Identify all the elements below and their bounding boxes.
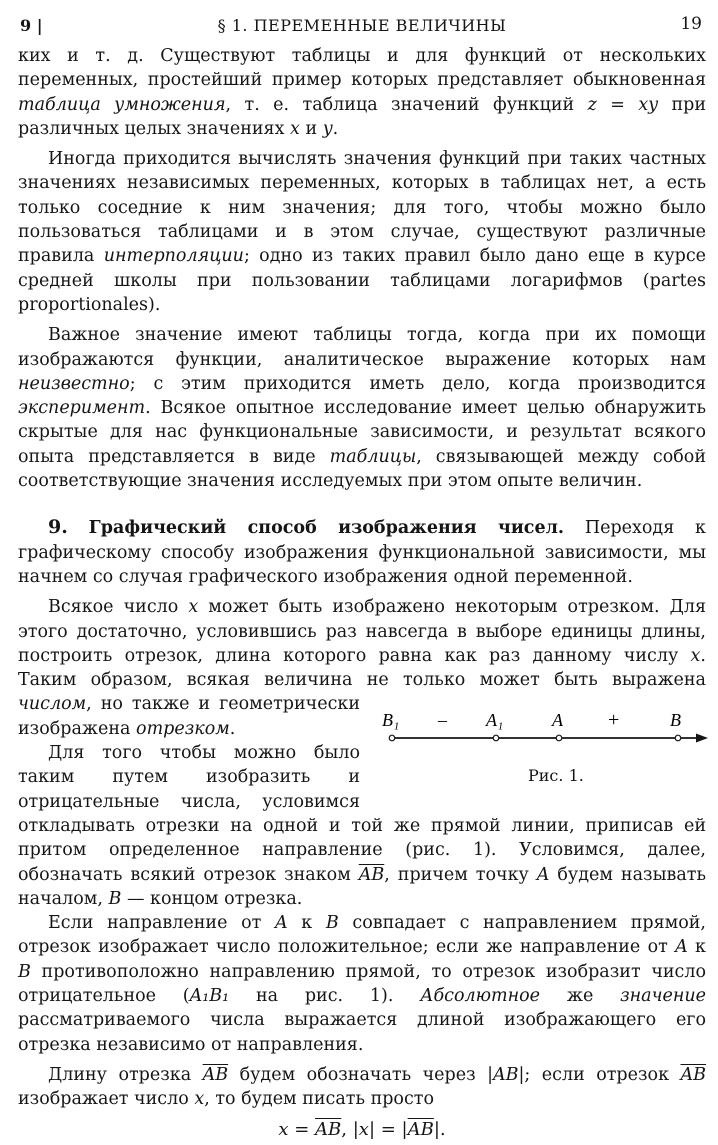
segment-ab-notation: $\overline{AB}$	[358, 864, 385, 885]
paragraph-number-as-segment: Всякое число x может быть изображено некоторым отрезком. Для этого достаточно, условившись раз навсегда в выборе единицы длины, построить отрезок, длина которого равна как раз данному числу x. Таким образом, всякая величина не только может быть выражена B₁ – A₁ A + B Рис. 1. числом, но также и геометрически изображена отрезком.	[18, 595, 706, 741]
figure-caption: Рис. 1.	[528, 766, 584, 786]
section-number: 9.	[48, 516, 68, 539]
label-b: B	[670, 710, 681, 731]
number-line-diagram	[370, 698, 710, 758]
label-a1: A₁	[486, 710, 504, 731]
label-minus: –	[438, 710, 447, 731]
point-b	[675, 736, 681, 742]
point-a	[556, 736, 562, 742]
paragraph-direction-sign: Если направление от A к B совпадает с направлением прямой, отрезок изображает число положительное; если же направление от A к B противоположно направлению прямой, то отрезок изобразит число отрицательное (A₁B₁ на рис. 1). Абсолютное же значение рассматриваемого числа выражается длиной изображающего его отрезка независимо от направления.	[18, 913, 706, 1055]
label-a: A	[552, 710, 563, 731]
running-header	[18, 8, 706, 44]
book-page	[18, 8, 707, 1141]
figure-1	[370, 698, 710, 794]
paragraph-interpolation: Иногда приходится вычислять значения функций при таких частных значениях независимых переменных, которых в таблицах нет, а есть только соседние к ним значения; для того, чтобы можно было пользоваться таблицами и в этом случае, существуют различные правила интерполяции; одно из таких правил было дано еще в курсе средней школы при пользовании таблицами логарифмов (partes proportionales).	[18, 149, 706, 315]
chapter-title-header: § 1. ПЕРЕМЕННЫЕ ВЕЛИЧИНЫ	[217, 16, 507, 35]
paragraph-tables-multivariable: ких и т. д. Существуют таблицы и для функций от нескольких переменных, простейший пример которых представляет обыкновенная таблица умножения, т. е. таблица значений функций z = xy при различных целых значениях x и y.	[18, 46, 707, 139]
paragraph-negative-numbers: Для того чтобы можно было таким путем изобразить и отрицательные числа, условимся откладывать отрезки на одной и той же прямой линии, приписав ей притом определенное направление (рис. 1). Условимся, далее, обозначать всякий отрезок знаком $\overline{AB}$, причем точку A будем называть началом, B — концом отрезка.	[18, 743, 706, 909]
label-b1: B₁	[382, 710, 400, 731]
section-title: Графический способ изображения чисел.	[88, 518, 565, 539]
display-formula: $x = \overline{AB}$, $|x| = |\overline{AB}|$.	[278, 1119, 446, 1141]
paragraph-segment-length: Длину отрезка $\overline{AB}$ будем обозначать через |AB|; если отрезок $\overline{AB}$ изображает число x, то будем писать просто	[18, 1064, 706, 1110]
point-b1	[389, 736, 395, 742]
page-number: 19	[680, 14, 702, 34]
label-plus: +	[608, 709, 620, 732]
direction-arrowhead	[696, 734, 708, 743]
paragraph-experiment: Важное значение имеют таблицы тогда, когда при их помощи изображаются функции, аналитическое выражение которых нам неизвестно; с этим приходится иметь дело, когда производится эксперимент. Всякое опытное исследование имеет целью обнаружить скрытые для нас функциональные зависимости, и результат всякого опыта представляется в виде таблицы, связывающей между собой соответствующие значения исследуемых при этом опыте величин.	[18, 325, 706, 492]
section-number-header: 9 |	[20, 16, 43, 35]
section-heading-paragraph: 9. Графический способ изображения чисел. Переходя к графическому способу изображения функциональной зависимости, мы начнем со случая графического изображения одной переменной.	[18, 516, 706, 587]
point-a1	[493, 736, 499, 742]
